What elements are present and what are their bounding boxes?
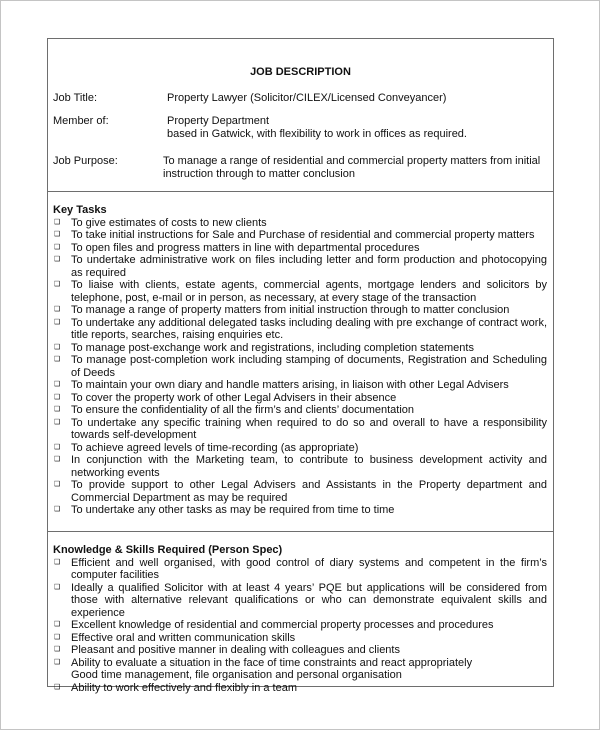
- job-description-table: [47, 38, 554, 694]
- key-task-item-text: To undertake any additional delegated tasks including dealing with pre exchange of contract work, title reports, searches, raising enquiries etc.: [71, 316, 547, 341]
- key-task-item: [48, 279, 549, 304]
- key-task-item-text: To manage a range of property matters from initial instruction through to matter conclusion: [71, 304, 510, 316]
- key-task-item: [48, 417, 549, 442]
- skill-item: [48, 557, 549, 582]
- checkbox-bullet-icon: ❑: [54, 243, 61, 251]
- checkbox-bullet-icon: ❑: [54, 481, 61, 488]
- skill-item-text: Pleasant and positive manner in dealing with colleagues and clients: [71, 644, 400, 656]
- skill-item: [48, 582, 549, 620]
- key-task-item: [48, 379, 549, 392]
- key-task-item-text: To maintain your own diary and handle matters arising, in liaison with other Legal Advisers: [71, 379, 509, 391]
- key-task-item-text: In conjunction with the Marketing team, to contribute to business development activity and networking events: [71, 454, 547, 479]
- skills-list: [48, 557, 549, 695]
- member-of-department: Property Department: [167, 115, 270, 127]
- job-purpose-value: To manage a range of residential and commercial property matters from initial instruction through to matter conclusion: [163, 155, 541, 180]
- key-task-item: [48, 354, 549, 379]
- key-task-item-text: To provide support to other Legal Advisers and Assistants in the Property department and Commercial Department as may be required: [71, 479, 547, 504]
- checkbox-bullet-icon: ❑: [54, 658, 61, 666]
- skill-item: [48, 644, 549, 657]
- key-task-item-text: To give estimates of costs to new clients: [71, 216, 267, 229]
- member-of-value: [167, 115, 547, 140]
- job-title-value: Property Lawyer (Solicitor/CILEX/Licensed Conveyancer): [167, 92, 447, 104]
- key-task-item: [48, 304, 549, 317]
- checkbox-bullet-icon: ❑: [54, 281, 61, 288]
- key-task-item-text: To liaise with clients, estate agents, commercial agents, mortgage lenders and solicitors by telephone, post, e-mail or in person, as necessary, at every stage of the transaction: [71, 279, 547, 304]
- checkbox-bullet-icon: ❑: [54, 218, 61, 226]
- key-task-item-text: To undertake administrative work on files including letter and form production and photocopying as required: [71, 254, 547, 279]
- skill-item-text: Ability to evaluate a situation in the face of time constraints and react appropriately: [71, 656, 473, 669]
- checkbox-bullet-icon: ❑: [54, 621, 61, 628]
- checkbox-bullet-icon: ❑: [54, 443, 61, 451]
- skill-item-text: Good time management, file organisation and personal organisation: [71, 669, 402, 681]
- skill-item: [48, 669, 549, 682]
- key-task-item-text: To achieve agreed levels of time-recording (as appropriate): [71, 441, 359, 454]
- key-task-item: [48, 454, 549, 479]
- key-task-item: [48, 479, 549, 504]
- checkbox-bullet-icon: ❑: [54, 558, 61, 566]
- checkbox-bullet-icon: ❑: [54, 646, 61, 653]
- checkbox-bullet-icon: ❑: [54, 456, 61, 463]
- skill-item: [48, 657, 549, 670]
- checkbox-bullet-icon: ❑: [54, 343, 61, 351]
- skill-item-text: Efficient and well organised, with good control of diary systems and competent in the firm’s computer facilities: [71, 556, 547, 581]
- header-section: [48, 39, 553, 192]
- document-title: JOB DESCRIPTION: [250, 66, 351, 78]
- key-task-item-text: To take initial instructions for Sale and Purchase of residential and commercial property matters: [71, 229, 535, 241]
- skill-item-text: Ideally a qualified Solicitor with at least 4 years’ PQE but applications will be considered from those with alternative relevant qualifications or who can demonstrate equivalent skills and experience: [71, 581, 547, 619]
- checkbox-bullet-icon: ❑: [54, 583, 61, 591]
- key-task-item: [48, 404, 549, 417]
- key-task-item-text: To manage post-exchange work and registrations, including completion statements: [71, 341, 474, 354]
- checkbox-bullet-icon: ❑: [54, 683, 61, 691]
- checkbox-bullet-icon: ❑: [54, 318, 61, 326]
- key-task-item-text: To manage post-completion work including stamping of documents, Registration and Scheduling of Deeds: [71, 354, 547, 379]
- key-task-item: [48, 229, 549, 242]
- job-title-label: Job Title:: [53, 92, 98, 104]
- checkbox-bullet-icon: ❑: [54, 393, 61, 401]
- skill-item: [48, 632, 549, 645]
- key-task-item: [48, 342, 549, 355]
- key-tasks-heading: Key Tasks: [53, 204, 107, 216]
- checkbox-bullet-icon: ❑: [54, 418, 61, 426]
- checkbox-bullet-icon: ❑: [54, 633, 61, 641]
- checkbox-bullet-icon: ❑: [54, 381, 61, 388]
- skill-item-text: Effective oral and written communication skills: [71, 631, 296, 644]
- key-task-item: [48, 392, 549, 405]
- checkbox-bullet-icon: ❑: [54, 506, 61, 513]
- skill-item-text: Excellent knowledge of residential and commercial property processes and procedures: [71, 619, 494, 631]
- key-task-item: [48, 442, 549, 455]
- checkbox-bullet-icon: ❑: [54, 306, 61, 313]
- skill-item: [48, 682, 549, 695]
- key-tasks-section: [48, 192, 553, 532]
- key-task-item-text: To ensure the confidentiality of all the firm’s and clients’ documentation: [71, 404, 415, 416]
- skills-section: [48, 532, 553, 694]
- key-task-item: [48, 317, 549, 342]
- skills-heading: Knowledge & Skills Required (Person Spec): [53, 544, 283, 556]
- checkbox-bullet-icon: ❑: [54, 406, 61, 413]
- key-task-item-text: To undertake any specific training when required to do so and overall to have a responsibility towards self-development: [71, 416, 547, 441]
- key-task-item-text: To cover the property work of other Legal Advisers in their absence: [71, 391, 397, 404]
- checkbox-bullet-icon: ❑: [54, 231, 61, 238]
- key-task-item: [48, 254, 549, 279]
- skill-item-text: Ability to work effectively and flexibly in a team: [71, 681, 298, 694]
- job-purpose-label: Job Purpose:: [53, 155, 118, 167]
- key-task-item: [48, 242, 549, 255]
- key-tasks-list: [48, 217, 549, 517]
- member-of-label: Member of:: [53, 115, 109, 127]
- key-task-item-text: To undertake any other tasks as may be required from time to time: [71, 504, 395, 516]
- key-task-item: [48, 504, 549, 517]
- member-of-location: based in Gatwick, with flexibility to work in offices as required.: [167, 127, 467, 140]
- checkbox-bullet-icon: ❑: [54, 256, 61, 263]
- checkbox-bullet-icon: ❑: [54, 356, 61, 363]
- skill-item: [48, 619, 549, 632]
- key-task-item-text: To open files and progress matters in line with departmental procedures: [71, 241, 420, 254]
- key-task-item: [48, 217, 549, 230]
